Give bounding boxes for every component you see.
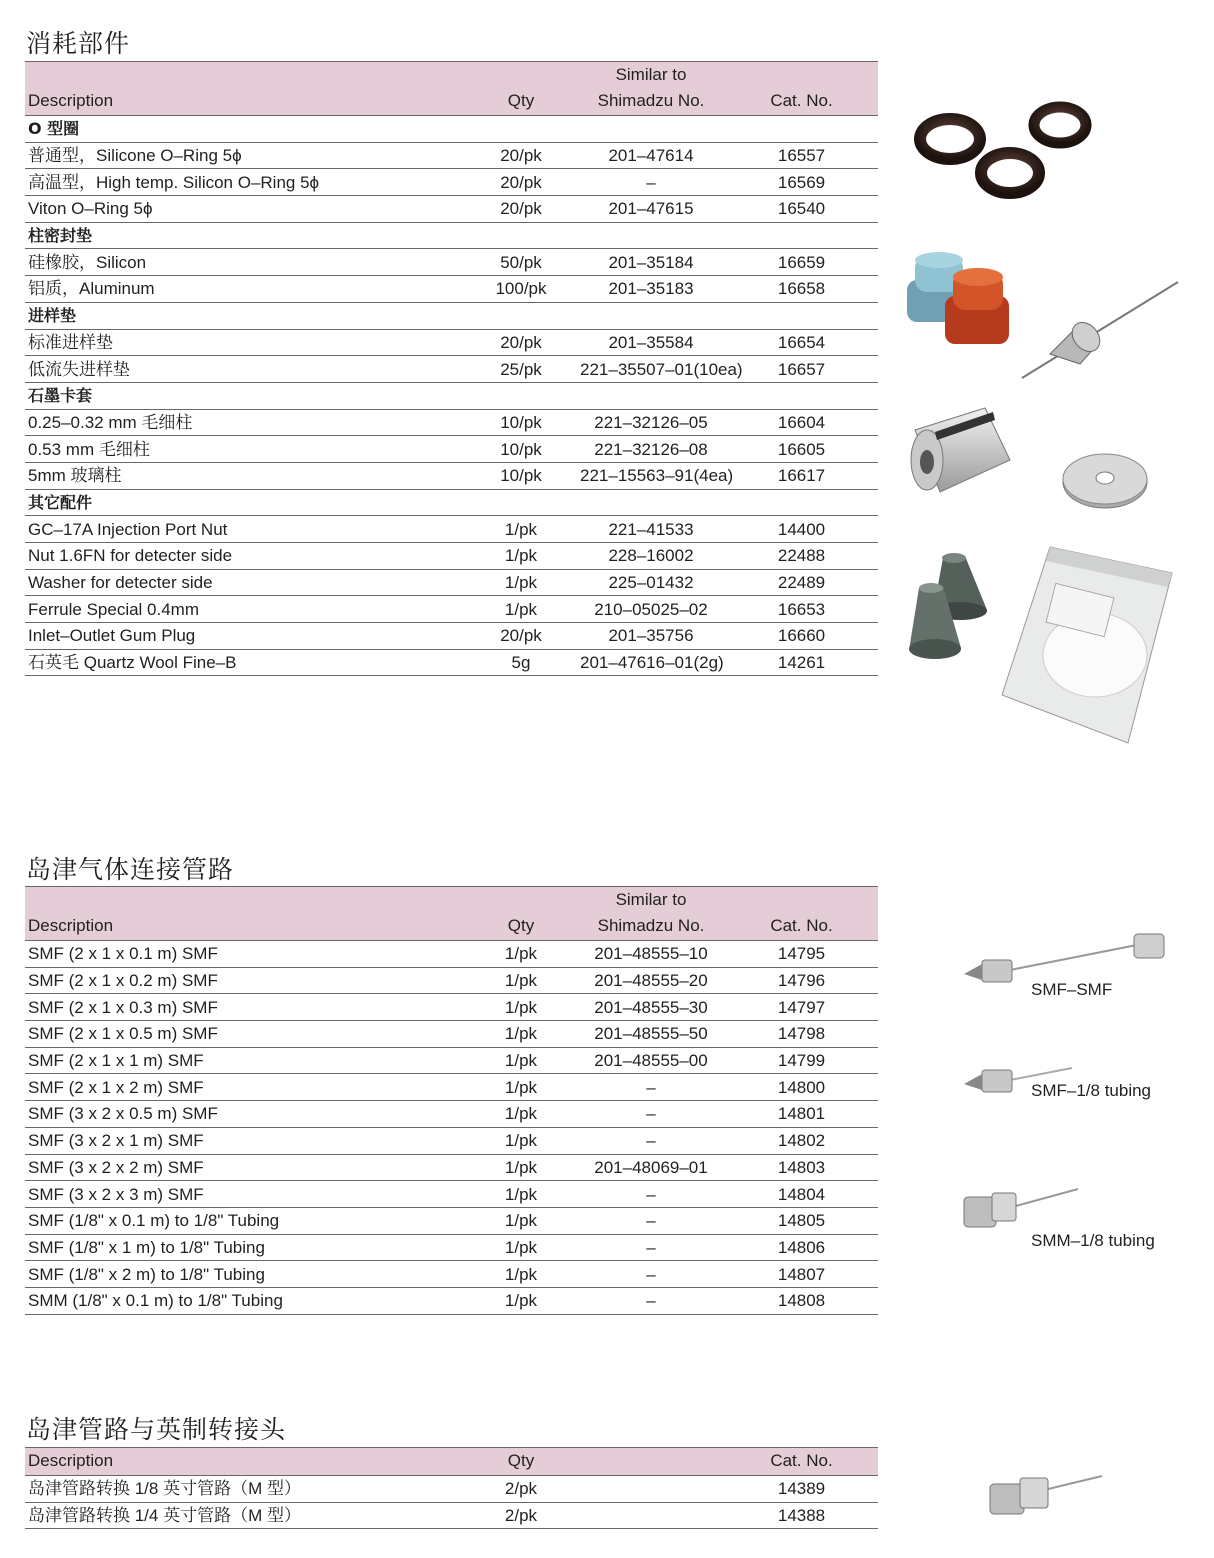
group-header-row bbox=[25, 222, 878, 249]
cell-qty: 50/pk bbox=[465, 249, 577, 276]
group-label: 柱密封垫 bbox=[25, 222, 878, 249]
cell-qty: 1/pk bbox=[465, 1181, 577, 1208]
cell-cat-no: 14807 bbox=[725, 1261, 878, 1288]
group-header-row bbox=[25, 489, 878, 516]
cell-cat-no: 16604 bbox=[725, 409, 878, 436]
header-description: Description bbox=[25, 887, 465, 941]
table-row bbox=[25, 543, 878, 570]
graphite-ferrule-image bbox=[905, 548, 1005, 668]
cell-qty: 1/pk bbox=[465, 569, 577, 596]
quartz-wool-bag-image bbox=[1000, 545, 1175, 745]
cell-description: 铝质，Aluminum bbox=[25, 276, 465, 303]
section-title-gas-lines: 岛津气体连接管路 bbox=[26, 855, 235, 884]
table-row bbox=[25, 1047, 878, 1074]
cell-qty: 1/pk bbox=[465, 1287, 577, 1314]
cell-qty: 10/pk bbox=[465, 436, 577, 463]
cell-description: SMF (2 x 1 x 0.5 m) SMF bbox=[25, 1021, 465, 1048]
table-row bbox=[25, 169, 878, 196]
table-row bbox=[25, 436, 878, 463]
table-row bbox=[25, 1476, 878, 1503]
adapter-fitting-image bbox=[988, 1470, 1108, 1520]
cell-qty: 2/pk bbox=[465, 1476, 577, 1503]
cell-qty: 1/pk bbox=[465, 994, 577, 1021]
washer-image bbox=[1060, 450, 1150, 520]
cell-description: SMF (2 x 1 x 0.1 m) SMF bbox=[25, 941, 465, 968]
table-row bbox=[25, 142, 878, 169]
table-row bbox=[25, 623, 878, 650]
cell-qty: 25/pk bbox=[465, 356, 577, 383]
cell-cat-no: 14808 bbox=[725, 1287, 878, 1314]
cell-similar-no bbox=[577, 1502, 725, 1529]
header-cat-no: Cat. No. bbox=[725, 887, 878, 941]
cell-qty: 1/pk bbox=[465, 1234, 577, 1261]
cell-similar-no: 221–32126–05 bbox=[577, 409, 725, 436]
cell-qty: 20/pk bbox=[465, 196, 577, 223]
group-label: O 型圈 bbox=[25, 116, 878, 143]
cell-cat-no: 14800 bbox=[725, 1074, 878, 1101]
cell-qty: 1/pk bbox=[465, 1261, 577, 1288]
cell-cat-no: 16605 bbox=[725, 436, 878, 463]
cell-description: Ferrule Special 0.4mm bbox=[25, 596, 465, 623]
cell-description: SMF (2 x 1 x 0.3 m) SMF bbox=[25, 994, 465, 1021]
cell-description: Washer for detecter side bbox=[25, 569, 465, 596]
cell-cat-no: 14798 bbox=[725, 1021, 878, 1048]
cell-qty: 10/pk bbox=[465, 462, 577, 489]
table-row bbox=[25, 409, 878, 436]
cell-similar-no: – bbox=[577, 1207, 725, 1234]
cell-qty: 20/pk bbox=[465, 329, 577, 356]
cell-description: 岛津管路转换 1/4 英寸管路（M 型） bbox=[25, 1502, 465, 1529]
cell-description: 高温型，High temp. Silicon O–Ring 5ϕ bbox=[25, 169, 465, 196]
cell-similar-no: 201–48555–00 bbox=[577, 1047, 725, 1074]
table-row bbox=[25, 516, 878, 543]
cell-similar-no bbox=[577, 1476, 725, 1503]
cell-description: SMF (2 x 1 x 0.2 m) SMF bbox=[25, 967, 465, 994]
cell-cat-no: 14796 bbox=[725, 967, 878, 994]
cell-similar-no: – bbox=[577, 1074, 725, 1101]
header-description: Description bbox=[25, 62, 465, 116]
table-row bbox=[25, 1502, 878, 1529]
table-row bbox=[25, 649, 878, 676]
cell-qty: 1/pk bbox=[465, 1127, 577, 1154]
cell-description: Nut 1.6FN for detecter side bbox=[25, 543, 465, 570]
cell-description: GC–17A Injection Port Nut bbox=[25, 516, 465, 543]
group-header-row bbox=[25, 382, 878, 409]
table-row bbox=[25, 249, 878, 276]
caption-smm-tubing: SMM–1/8 tubing bbox=[1031, 1231, 1155, 1250]
cell-cat-no: 16659 bbox=[725, 249, 878, 276]
table-header-row bbox=[25, 1448, 878, 1476]
cell-description: 岛津管路转换 1/8 英寸管路（M 型） bbox=[25, 1476, 465, 1503]
cell-qty: 1/pk bbox=[465, 1207, 577, 1234]
section-title-adapters: 岛津管路与英制转接头 bbox=[26, 1415, 287, 1444]
cell-cat-no: 14806 bbox=[725, 1234, 878, 1261]
cell-qty: 1/pk bbox=[465, 1047, 577, 1074]
cell-qty: 1/pk bbox=[465, 1074, 577, 1101]
group-label: 石墨卡套 bbox=[25, 382, 878, 409]
cell-cat-no: 16569 bbox=[725, 169, 878, 196]
cell-qty: 5g bbox=[465, 649, 577, 676]
table-row bbox=[25, 462, 878, 489]
cell-cat-no: 16557 bbox=[725, 142, 878, 169]
cell-cat-no: 14804 bbox=[725, 1181, 878, 1208]
caption-smf-tubing: SMF–1/8 tubing bbox=[1031, 1081, 1152, 1100]
table-header-row bbox=[25, 62, 878, 116]
cell-description: 石英毛 Quartz Wool Fine–B bbox=[25, 649, 465, 676]
cell-similar-no: 201–48555–50 bbox=[577, 1021, 725, 1048]
header-description: Description bbox=[25, 1448, 465, 1476]
cell-similar-no: – bbox=[577, 1101, 725, 1128]
cell-qty: 1/pk bbox=[465, 596, 577, 623]
cell-similar-no: – bbox=[577, 169, 725, 196]
cell-similar-no: 201–48555–10 bbox=[577, 941, 725, 968]
table-row bbox=[25, 1287, 878, 1314]
header-cat-no: Cat. No. bbox=[725, 1448, 878, 1476]
cell-qty: 1/pk bbox=[465, 1021, 577, 1048]
cell-qty: 1/pk bbox=[465, 967, 577, 994]
cell-cat-no: 14802 bbox=[725, 1127, 878, 1154]
table-row bbox=[25, 596, 878, 623]
cell-qty: 10/pk bbox=[465, 409, 577, 436]
cell-description: Viton O–Ring 5ϕ bbox=[25, 196, 465, 223]
cell-cat-no: 16658 bbox=[725, 276, 878, 303]
ferrule-needle-image bbox=[1020, 280, 1180, 380]
cell-cat-no: 14388 bbox=[725, 1502, 878, 1529]
cell-cat-no: 14797 bbox=[725, 994, 878, 1021]
cell-description: 0.25–0.32 mm 毛细柱 bbox=[25, 409, 465, 436]
cell-cat-no: 22488 bbox=[725, 543, 878, 570]
septa-image bbox=[905, 250, 1015, 360]
cell-description: 0.53 mm 毛细柱 bbox=[25, 436, 465, 463]
cell-similar-no: 201–35584 bbox=[577, 329, 725, 356]
cell-description: SMF (2 x 1 x 1 m) SMF bbox=[25, 1047, 465, 1074]
table-row bbox=[25, 356, 878, 383]
cell-similar-no: 225–01432 bbox=[577, 569, 725, 596]
cell-qty: 1/pk bbox=[465, 941, 577, 968]
header-empty bbox=[577, 1448, 725, 1476]
cell-cat-no: 16653 bbox=[725, 596, 878, 623]
gas-lines-table bbox=[25, 886, 878, 1315]
table-row bbox=[25, 967, 878, 994]
cell-qty: 1/pk bbox=[465, 516, 577, 543]
cell-cat-no: 14795 bbox=[725, 941, 878, 968]
cell-cat-no: 14261 bbox=[725, 649, 878, 676]
cell-qty: 20/pk bbox=[465, 623, 577, 650]
cell-description: SMF (1/8" x 2 m) to 1/8" Tubing bbox=[25, 1261, 465, 1288]
cell-cat-no: 22489 bbox=[725, 569, 878, 596]
cell-description: 低流失进样垫 bbox=[25, 356, 465, 383]
cell-cat-no: 16654 bbox=[725, 329, 878, 356]
cell-similar-no: 221–32126–08 bbox=[577, 436, 725, 463]
cell-cat-no: 14389 bbox=[725, 1476, 878, 1503]
o-ring-image bbox=[910, 95, 1100, 200]
adapters-table bbox=[25, 1447, 878, 1529]
consumables-table bbox=[25, 61, 878, 676]
cell-description: SMM (1/8" x 0.1 m) to 1/8" Tubing bbox=[25, 1287, 465, 1314]
table-row bbox=[25, 329, 878, 356]
cell-qty: 1/pk bbox=[465, 543, 577, 570]
cell-similar-no: 210–05025–02 bbox=[577, 596, 725, 623]
cell-similar-no: 201–35184 bbox=[577, 249, 725, 276]
cell-similar-no: 201–47615 bbox=[577, 196, 725, 223]
group-header-row bbox=[25, 116, 878, 143]
header-similar: Similar to Shimadzu No. bbox=[577, 887, 725, 941]
cell-similar-no: 221–15563–91(4ea) bbox=[577, 462, 725, 489]
cell-cat-no: 16660 bbox=[725, 623, 878, 650]
injection-port-nut-image bbox=[905, 400, 1015, 500]
table-row bbox=[25, 1101, 878, 1128]
table-header-row bbox=[25, 887, 878, 941]
cell-similar-no: 201–48555–30 bbox=[577, 994, 725, 1021]
cell-similar-no: 228–16002 bbox=[577, 543, 725, 570]
cell-description: 硅橡胶，Silicon bbox=[25, 249, 465, 276]
table-row bbox=[25, 1234, 878, 1261]
caption-smf-smf: SMF–SMF bbox=[1031, 980, 1113, 999]
cell-qty: 2/pk bbox=[465, 1502, 577, 1529]
header-qty: Qty bbox=[465, 1448, 577, 1476]
cell-cat-no: 14799 bbox=[725, 1047, 878, 1074]
cell-cat-no: 16540 bbox=[725, 196, 878, 223]
header-qty: Qty bbox=[465, 62, 577, 116]
header-cat-no: Cat. No. bbox=[725, 62, 878, 116]
cell-cat-no: 14801 bbox=[725, 1101, 878, 1128]
cell-similar-no: 201–48555–20 bbox=[577, 967, 725, 994]
cell-qty: 1/pk bbox=[465, 1101, 577, 1128]
cell-cat-no: 14805 bbox=[725, 1207, 878, 1234]
cell-cat-no: 16657 bbox=[725, 356, 878, 383]
cell-description: SMF (1/8" x 0.1 m) to 1/8" Tubing bbox=[25, 1207, 465, 1234]
section-title-consumables: 消耗部件 bbox=[26, 29, 131, 58]
cell-qty: 20/pk bbox=[465, 169, 577, 196]
smm-tubing-image bbox=[962, 1185, 1082, 1235]
table-row bbox=[25, 1181, 878, 1208]
cell-similar-no: – bbox=[577, 1261, 725, 1288]
table-row bbox=[25, 1154, 878, 1181]
cell-description: Inlet–Outlet Gum Plug bbox=[25, 623, 465, 650]
table-row bbox=[25, 1021, 878, 1048]
cell-description: 5mm 玻璃柱 bbox=[25, 462, 465, 489]
cell-similar-no: 201–48069–01 bbox=[577, 1154, 725, 1181]
cell-description: SMF (2 x 1 x 2 m) SMF bbox=[25, 1074, 465, 1101]
group-label: 进样垫 bbox=[25, 302, 878, 329]
cell-cat-no: 14803 bbox=[725, 1154, 878, 1181]
cell-description: SMF (3 x 2 x 0.5 m) SMF bbox=[25, 1101, 465, 1128]
cell-description: SMF (3 x 2 x 3 m) SMF bbox=[25, 1181, 465, 1208]
cell-cat-no: 16617 bbox=[725, 462, 878, 489]
cell-description: SMF (3 x 2 x 1 m) SMF bbox=[25, 1127, 465, 1154]
cell-cat-no: 14400 bbox=[725, 516, 878, 543]
cell-similar-no: 201–47616–01(2g) bbox=[577, 649, 725, 676]
table-row bbox=[25, 1207, 878, 1234]
cell-description: 普通型，Silicone O–Ring 5ϕ bbox=[25, 142, 465, 169]
cell-similar-no: – bbox=[577, 1287, 725, 1314]
header-qty: Qty bbox=[465, 887, 577, 941]
cell-similar-no: 221–41533 bbox=[577, 516, 725, 543]
table-row bbox=[25, 1127, 878, 1154]
cell-description: SMF (3 x 2 x 2 m) SMF bbox=[25, 1154, 465, 1181]
cell-similar-no: – bbox=[577, 1234, 725, 1261]
table-row bbox=[25, 1261, 878, 1288]
table-row bbox=[25, 941, 878, 968]
table-row bbox=[25, 994, 878, 1021]
cell-similar-no: – bbox=[577, 1181, 725, 1208]
cell-description: SMF (1/8" x 1 m) to 1/8" Tubing bbox=[25, 1234, 465, 1261]
group-label: 其它配件 bbox=[25, 489, 878, 516]
cell-qty: 100/pk bbox=[465, 276, 577, 303]
cell-description: 标准进样垫 bbox=[25, 329, 465, 356]
table-row bbox=[25, 276, 878, 303]
cell-similar-no: 201–35183 bbox=[577, 276, 725, 303]
cell-similar-no: 201–35756 bbox=[577, 623, 725, 650]
cell-qty: 1/pk bbox=[465, 1154, 577, 1181]
group-header-row bbox=[25, 302, 878, 329]
cell-similar-no: 201–47614 bbox=[577, 142, 725, 169]
table-row bbox=[25, 569, 878, 596]
table-row bbox=[25, 196, 878, 223]
table-row bbox=[25, 1074, 878, 1101]
header-similar: Similar to Shimadzu No. bbox=[577, 62, 725, 116]
cell-similar-no: 221–35507–01(10ea) bbox=[577, 356, 725, 383]
cell-similar-no: – bbox=[577, 1127, 725, 1154]
cell-qty: 20/pk bbox=[465, 142, 577, 169]
